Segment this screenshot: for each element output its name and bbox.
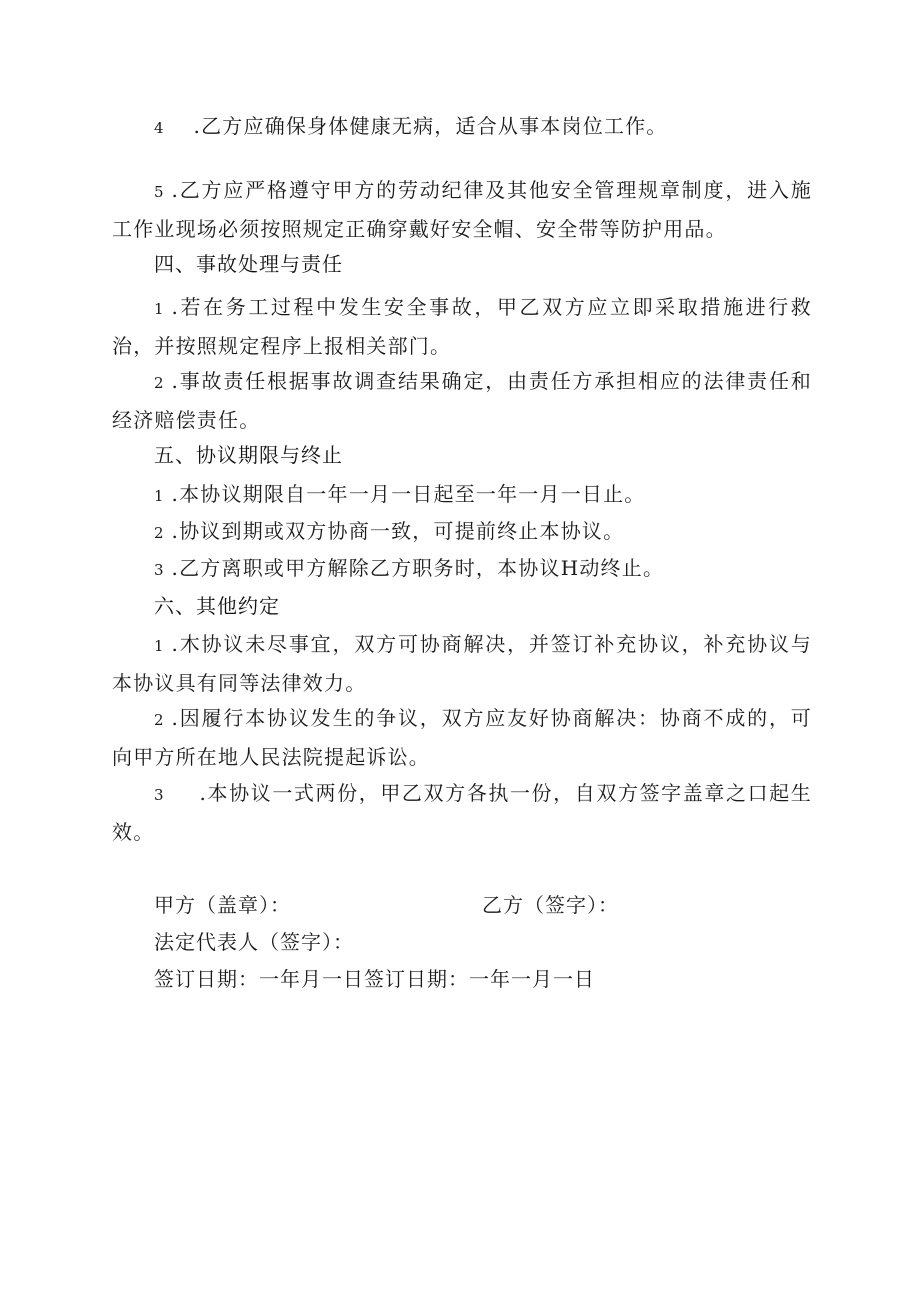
signature-party-b: 乙方（签字）： bbox=[482, 893, 619, 917]
clause-text: .本协议期限自一年一月一日起至一年一月一日止。 bbox=[171, 482, 646, 506]
clause-text: .若在务工过程中发生安全事故，甲乙双方应立即采取措施进行救治，并按照规定程序上报相关部门。 bbox=[112, 295, 812, 358]
clause-4-1 bbox=[112, 289, 812, 365]
clause-number: 1 bbox=[154, 300, 164, 318]
clause-number: 3 bbox=[154, 786, 164, 804]
section-heading-4: 四、事故处理与责任 bbox=[154, 252, 343, 276]
clause-text: .协议到期或双方协商一致，可提前终止本协议。 bbox=[171, 519, 625, 543]
clause-5-2 bbox=[112, 513, 812, 552]
clause-text: .本协议一式两份，甲乙双方各执一份，自双方签字盖章之口起生效。 bbox=[112, 781, 812, 844]
clause-number: 1 bbox=[154, 637, 164, 655]
clause-text: .乙方应确保身体健康无病，适合从事本岗位工作。 bbox=[193, 114, 668, 138]
clause-text: .木协议未尽事宜，双方可协商解决，并签订补充协议，补充协议与本协议具有同等法律效力。 bbox=[112, 632, 812, 695]
signature-party-a: 甲方（盖章）： bbox=[154, 893, 291, 917]
clause-3-5 bbox=[112, 172, 812, 248]
clause-6-1 bbox=[112, 626, 812, 702]
section-heading-6: 六、其他约定 bbox=[154, 594, 280, 618]
clause-5-1 bbox=[112, 476, 812, 515]
clause-3-4 bbox=[112, 108, 812, 147]
clause-4-2 bbox=[112, 363, 812, 439]
clause-number: 2 bbox=[154, 374, 164, 392]
clause-number: 2 bbox=[154, 524, 164, 542]
clause-number: 5 bbox=[154, 183, 164, 201]
clause-text: .乙方离职或甲方解除乙方职务时，本协议H动终止。 bbox=[171, 556, 665, 580]
signature-date-line: 签订日期：一年月一日签订日期：一年一月一日 bbox=[154, 967, 595, 991]
signature-legal-rep: 法定代表人（签字）： bbox=[154, 930, 354, 954]
clause-number: 3 bbox=[154, 561, 164, 579]
clause-6-2 bbox=[112, 700, 812, 776]
clause-text: .事故责任根据事故调查结果确定，由责任方承担相应的法律责任和经济赔偿责任。 bbox=[112, 369, 812, 432]
clause-text: .乙方应严格遵守甲方的劳动纪律及其他安全管理规章制度，进入施工作业现场必须按照规定正确穿戴好安全帽、安全带等防护用品。 bbox=[112, 178, 812, 241]
clause-number: 2 bbox=[154, 711, 164, 729]
clause-text: .因履行本协议发生的争议，双方应友好协商解决：协商不成的，可向甲方所在地人民法院提起诉讼。 bbox=[112, 706, 812, 769]
clause-5-3 bbox=[112, 550, 812, 589]
clause-number: 1 bbox=[154, 487, 164, 505]
section-heading-5: 五、协议期限与终止 bbox=[154, 443, 343, 467]
clause-6-3 bbox=[112, 775, 812, 851]
clause-number: 4 bbox=[154, 119, 164, 137]
